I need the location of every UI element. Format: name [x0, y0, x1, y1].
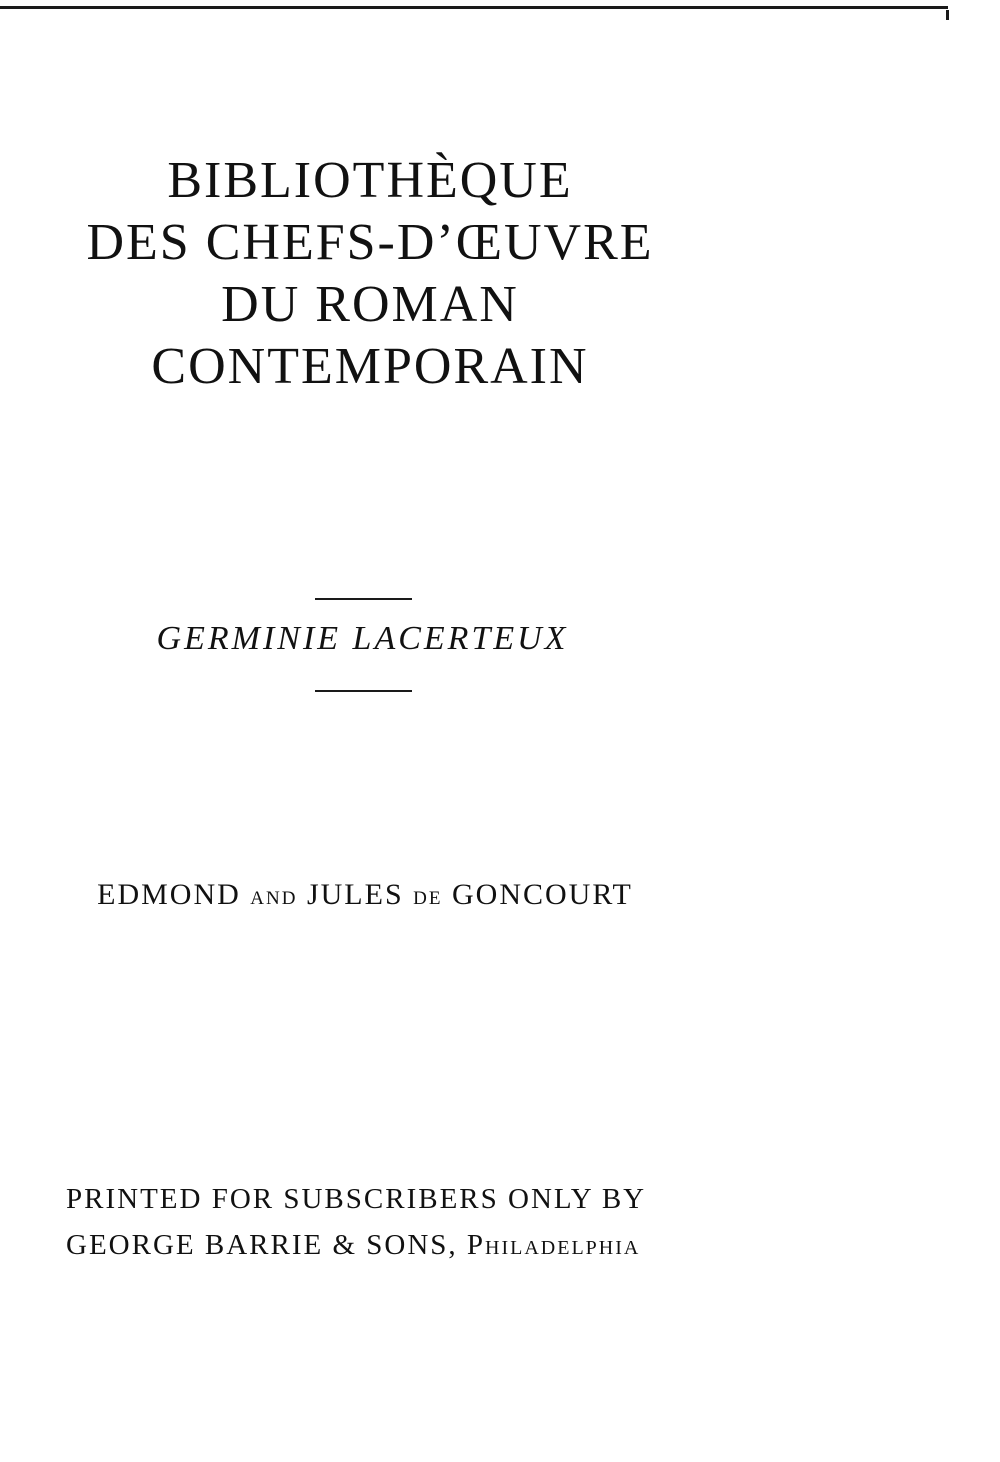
rule-above-book-title: [315, 598, 412, 600]
series-title-line-1: BIBLIOTHÈQUE: [167, 152, 573, 209]
series-title-line-4: CONTEMPORAIN: [151, 338, 589, 395]
author-conjunction: AND: [250, 888, 298, 909]
imprint-line-1: PRINTED FOR SUBSCRIBERS ONLY BY: [66, 1183, 647, 1215]
series-title-line-3: DU ROMAN: [221, 276, 519, 333]
imprint-line-2: [66, 1222, 686, 1268]
author-second-name: JULES: [306, 878, 404, 911]
series-title-line-2: DES CHEFS-D’ŒUVRE: [86, 214, 654, 271]
top-border-rule: [0, 6, 948, 9]
publisher-name: GEORGE BARRIE & SONS,: [66, 1229, 458, 1261]
top-border-rule-edge: [946, 10, 949, 20]
author-first-name: EDMOND: [97, 878, 241, 911]
author-particle: DE: [413, 888, 443, 909]
rule-below-book-title: [315, 690, 412, 692]
imprint: [66, 1176, 686, 1268]
author-line: [40, 878, 690, 912]
book-title: GERMINIE LACERTEUX: [156, 620, 569, 657]
author-surname: GONCOURT: [451, 878, 633, 911]
publisher-city: Philadelphia: [466, 1229, 641, 1261]
series-title: [30, 150, 710, 398]
